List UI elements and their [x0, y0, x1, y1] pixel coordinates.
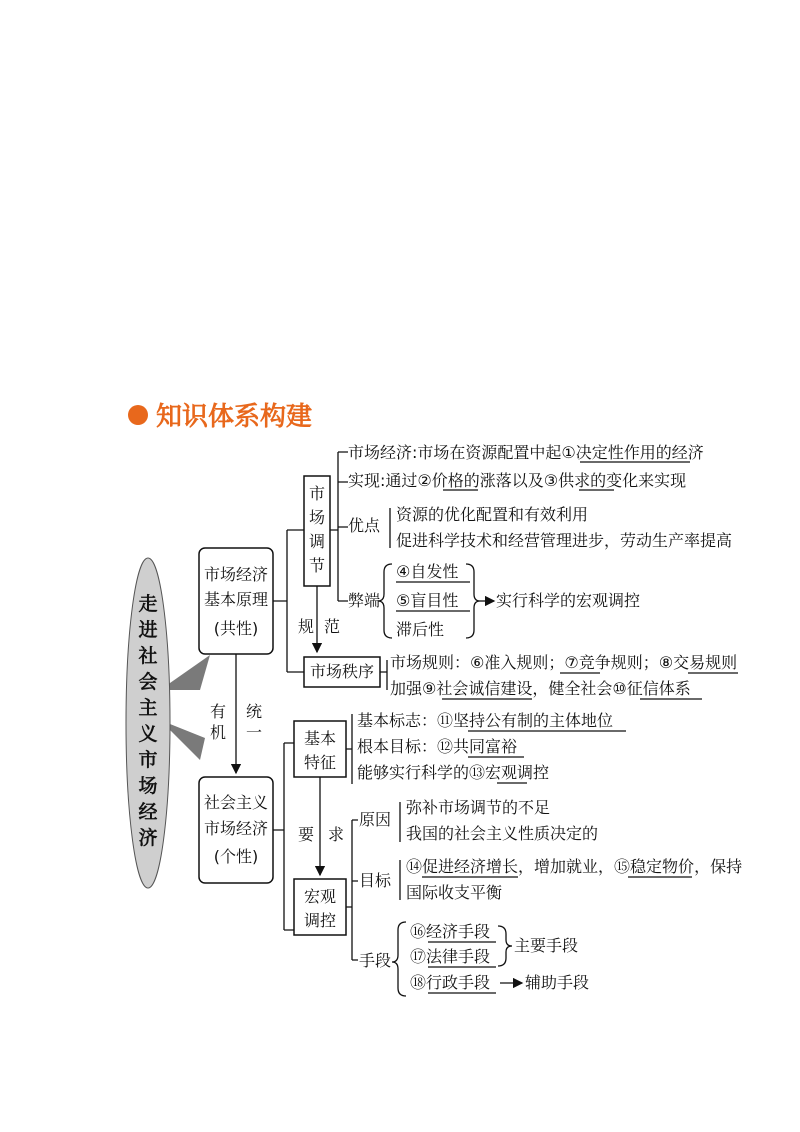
link-label: 有 — [209, 702, 227, 721]
root-char: 主 — [138, 697, 158, 719]
drawbacks-label: 弊端 — [348, 591, 381, 610]
socialist-brace — [273, 743, 294, 930]
drawbacks-result: 实行科学的宏观调控 — [496, 591, 641, 610]
regulation-brace — [330, 452, 348, 601]
means-label: 手段 — [359, 951, 392, 970]
principle-brace — [273, 530, 304, 672]
order-strengthen-text: 加强⑨社会诚信建设，健全社会⑩征信体系 — [390, 679, 691, 698]
advantages-label: 优点 — [348, 516, 381, 535]
advantages-item: 促进科学技术和经营管理进步，劳动生产率提高 — [396, 531, 733, 550]
drawback-item: ⑤盲目性 — [396, 591, 459, 610]
means-main-item: ⑯经济手段 — [410, 922, 491, 941]
root-char: 进 — [138, 619, 158, 641]
feature-item: 根本目标：⑫共同富裕 — [357, 737, 518, 756]
root-char: 济 — [138, 827, 158, 849]
link-label: 统 — [245, 702, 263, 721]
definition-text: 市场经济:市场在资源配置中起①决定性作用的经济 — [348, 443, 704, 462]
means-aux-item: ⑱行政手段 — [410, 973, 491, 992]
drawbacks-brace-left — [378, 564, 392, 638]
root-char: 场 — [138, 775, 158, 797]
reason-label: 原因 — [359, 810, 392, 829]
basic-principle-line: 基本原理 — [203, 590, 269, 609]
goal-label: 目标 — [359, 871, 392, 890]
require-label: 要 — [297, 825, 315, 844]
macro-control-label: 调控 — [303, 911, 337, 930]
require-label: 求 — [327, 825, 345, 844]
reason-item: 我国的社会主义性质决定的 — [406, 824, 599, 843]
macro-brace — [346, 820, 358, 960]
features-bracket — [346, 714, 352, 784]
section-title: 知识体系构建 — [156, 402, 313, 432]
reason-item: 弥补市场调节的不足 — [406, 798, 551, 817]
basic-features-label: 特征 — [303, 753, 337, 772]
order-rules-text: 市场规则：⑥准入规则；⑦竞争规则；⑧交易规则 — [390, 653, 738, 672]
macro-control-label: 宏观 — [303, 887, 337, 906]
drawback-item: 滞后性 — [396, 620, 445, 639]
feature-item: 能够实行科学的⑬宏观调控 — [357, 763, 550, 782]
means-main-label: 主要手段 — [514, 936, 579, 955]
basic-features-label: 基本 — [303, 729, 337, 748]
root-char: 市 — [138, 749, 158, 771]
socialist-economy-line: 市场经济 — [203, 819, 269, 838]
order-bracket — [380, 660, 387, 690]
socialist-economy-line: (个性) — [213, 847, 259, 866]
root-char: 经 — [138, 801, 158, 823]
link-label: 一 — [245, 723, 263, 742]
norm-label: 范 — [323, 617, 341, 636]
means-aux-label: 辅助手段 — [525, 973, 590, 992]
goal-text: ⑭促进经济增长，增加就业，⑮稳定物价，保持 — [406, 857, 743, 876]
means-brace-right — [498, 926, 512, 966]
market-order-label: 市场秩序 — [309, 662, 375, 681]
realize-text: 实现:通过②价格的涨落以及③供求的变化来实现 — [348, 471, 687, 490]
basic-principle-line: (共性) — [213, 619, 259, 638]
goal-text-line2: 国际收支平衡 — [406, 883, 503, 902]
means-main-item: ⑰法律手段 — [410, 947, 491, 966]
basic-principle-line: 市场经济 — [203, 565, 269, 584]
market-regulation-char: 节 — [308, 556, 326, 575]
norm-label: 规 — [297, 617, 315, 636]
link-label: 机 — [209, 723, 227, 742]
socialist-economy-line: 社会主义 — [203, 793, 269, 812]
root-char: 会 — [138, 671, 158, 693]
advantages-item: 资源的优化配置和有效利用 — [396, 505, 589, 524]
means-brace-left — [392, 922, 406, 996]
drawbacks-brace-right — [466, 564, 480, 638]
root-char: 社 — [138, 645, 158, 667]
market-regulation-char: 场 — [308, 508, 326, 527]
root-char: 走 — [138, 593, 158, 615]
market-regulation-char: 调 — [308, 532, 326, 551]
root-char: 义 — [138, 723, 158, 745]
drawback-item: ④自发性 — [396, 562, 459, 581]
feature-item: 基本标志：⑪坚持公有制的主体地位 — [357, 711, 614, 730]
market-regulation-char: 市 — [308, 484, 326, 503]
